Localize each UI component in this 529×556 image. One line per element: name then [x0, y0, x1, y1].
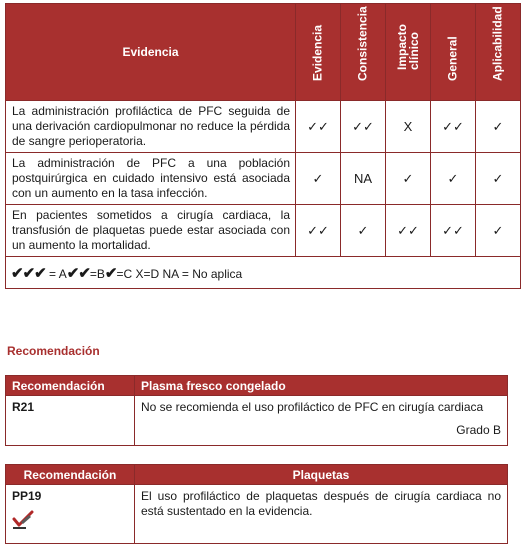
- legend-row: [6, 257, 521, 289]
- evidence-header-main: Evidencia: [6, 4, 296, 101]
- impact-mark: ✓: [386, 153, 431, 205]
- legend-c-symbol: ✔: [104, 264, 117, 282]
- recommendation-table-plaquetas: [5, 464, 508, 544]
- header-consistencia: Consistencia: [341, 4, 386, 101]
- recommendation-text: El uso profiláctico de plaquetas después de cirugía cardiaca no está sustentado en la evidencia.: [135, 485, 508, 544]
- evidence-statement: La administración profiláctica de PFC seguida de una derivación cardiopulmonar no reduce la pérdida de sangre perioperatoria.: [6, 101, 296, 153]
- header-impacto-clinico: Impacto clínico: [386, 4, 431, 101]
- evidence-header-row: [6, 4, 521, 101]
- general-mark: ✓: [431, 153, 476, 205]
- recommendation-code: R21: [6, 396, 135, 446]
- impact-mark: X: [386, 101, 431, 153]
- topic-col-header: Plasma fresco congelado: [135, 376, 508, 396]
- evidence-statement: En pacientes sometidos a cirugía cardiaca, la transfusión de plaquetas puede estar asociada con un aumento la mortalidad.: [6, 205, 296, 257]
- applicability-mark: ✓: [476, 205, 521, 257]
- evidence-row: [6, 153, 521, 205]
- recommendation-body: [135, 396, 508, 446]
- header-aplicabilidad: Aplicabilidad: [476, 4, 521, 101]
- legend-b-symbol: ✔✔: [66, 264, 90, 282]
- legend-a-text: = A: [45, 266, 67, 281]
- consistency-mark: NA: [341, 153, 386, 205]
- evidence-mark: ✓✓: [296, 101, 341, 153]
- evidence-row: [6, 205, 521, 257]
- header-general: General: [431, 4, 476, 101]
- evidence-row: [6, 101, 521, 153]
- impact-mark: ✓✓: [386, 205, 431, 257]
- recommendation-header-row: [6, 376, 508, 396]
- applicability-mark: ✓: [476, 101, 521, 153]
- evidence-mark: ✓: [296, 153, 341, 205]
- recommendation-col-header: Recomendación: [6, 376, 135, 396]
- legend-b-text: =B: [89, 266, 105, 281]
- recommendation-grade: Grado B: [456, 423, 501, 437]
- legend-a-symbol: ✔✔✔: [11, 264, 46, 282]
- check-pencil-icon: [12, 510, 128, 534]
- topic-col-header: Plaquetas: [135, 465, 508, 485]
- recommendation-text: No se recomienda el uso profiláctico de PFC en cirugía cardiaca: [141, 400, 484, 414]
- consistency-mark: ✓: [341, 205, 386, 257]
- legend-c-text: =C X=D NA = No aplica: [116, 266, 243, 281]
- recommendation-heading: Recomendación: [7, 344, 100, 358]
- recommendation-col-header: Recomendación: [6, 465, 135, 485]
- general-mark: ✓✓: [431, 101, 476, 153]
- legend: [6, 257, 521, 289]
- recommendation-header-row: [6, 465, 508, 485]
- recommendation-table-pfc: [5, 375, 508, 446]
- recommendation-code-cell: [6, 485, 135, 544]
- evidence-statement: La administración de PFC a una población postquirúrgica en cuidado intensivo está asociada con un aumento en la tasa infección.: [6, 153, 296, 205]
- general-mark: ✓✓: [431, 205, 476, 257]
- applicability-mark: ✓: [476, 153, 521, 205]
- consistency-mark: ✓✓: [341, 101, 386, 153]
- recommendation-code: PP19: [12, 489, 42, 503]
- evidence-table: [5, 3, 521, 289]
- recommendation-row: [6, 485, 508, 544]
- evidence-mark: ✓✓: [296, 205, 341, 257]
- recommendation-row: [6, 396, 508, 446]
- header-evidencia: Evidencia: [296, 4, 341, 101]
